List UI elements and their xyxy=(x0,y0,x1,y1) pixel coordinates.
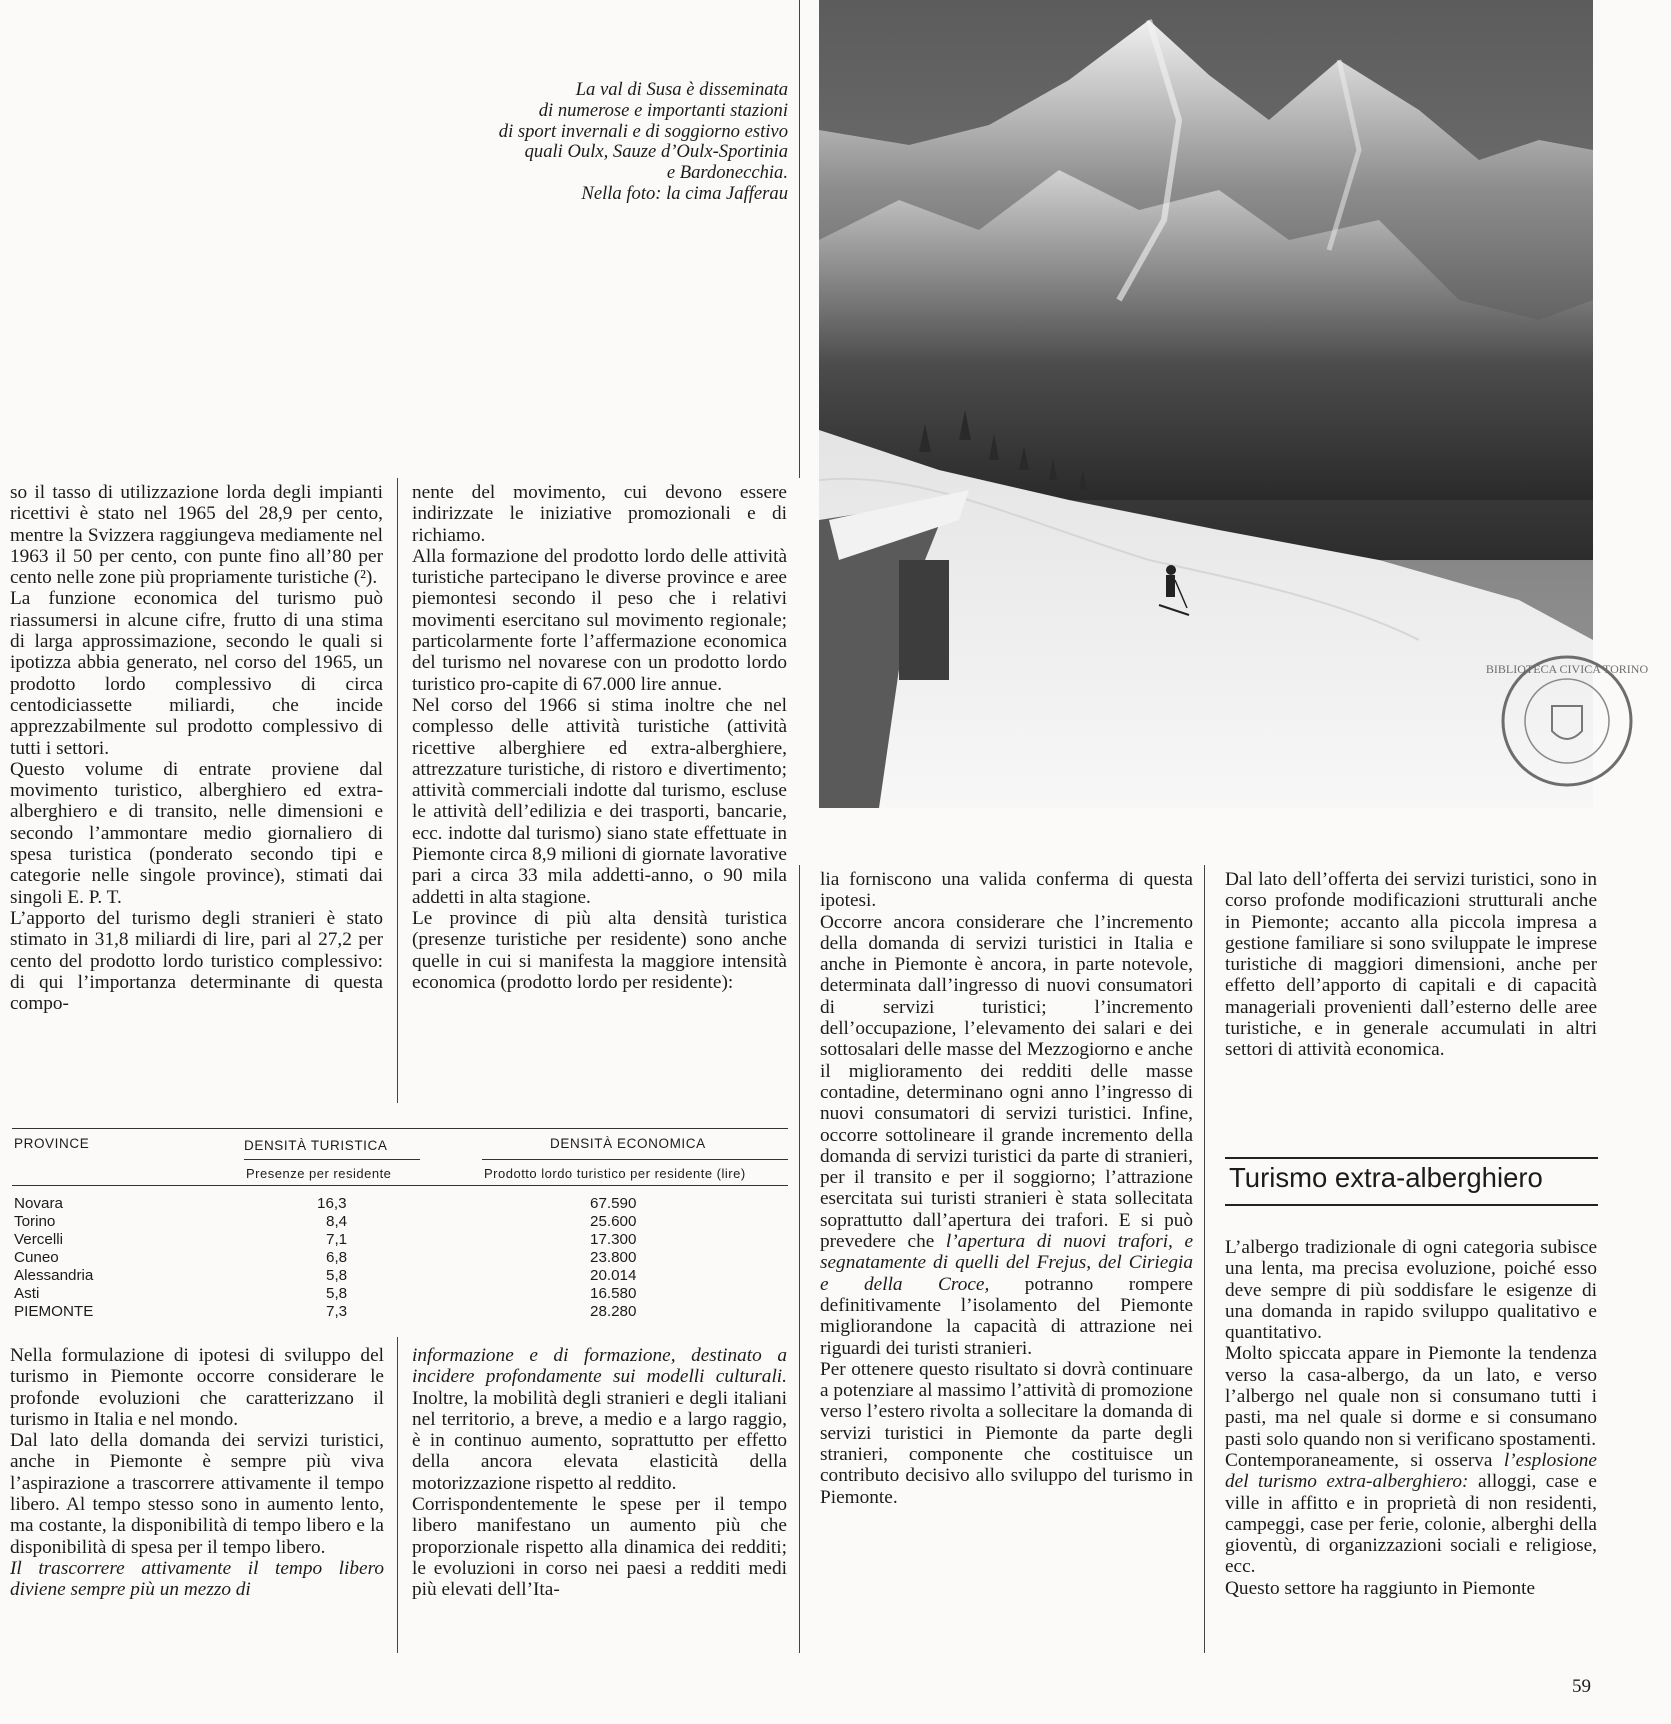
cell-tourist: 7,1 xyxy=(326,1231,348,1248)
column-rule xyxy=(397,478,398,1103)
cell-tourist: 7,3 xyxy=(326,1303,348,1320)
column-1-lower xyxy=(10,1345,384,1601)
italic-text: Il trascorrere attivamente il tempo libero diviene sempre più un mezzo di xyxy=(10,1557,384,1601)
cell-tourist: 16,3 xyxy=(317,1195,347,1212)
column-4-upper xyxy=(1225,869,1597,1061)
cell-tourist: 5,8 xyxy=(326,1267,348,1284)
paragraph: Alla formazione del prodotto lordo delle attività turistiche partecipano le diverse province e aree piemontesi secondo il peso che i relativi movimenti esercitano sul movimento regionale; particolarmente forte l’affermazione economica del turismo nel novarese con un prodotto lordo turistico pro-capite di 67.000 lire annue. xyxy=(412,545,787,695)
cell-tourist: 8,4 xyxy=(326,1213,348,1230)
table-row xyxy=(12,1195,788,1213)
paragraph: Nel corso del 1966 si stima inoltre che nel complesso delle attività turistiche (attività ricettive alberghiere ed extra-alberghiere, attrezzature turistiche, di ristoro e divertimento; attività commerciali indotte dal turismo, escluse le attività dell’edilizia e dei trasporti, bancarie, ecc. indotte dal turismo) siano state effettuate in Piemonte circa 8,9 milioni di giornate lavorative pari a circa 33 mila addetti-anno, o 90 mila addetti in alta stagione. xyxy=(412,694,787,908)
paragraph: Per ottenere questo risultato si dovrà continuare a potenziare al massimo l’attività di promozione verso l’estero rivolta a sollecitare la domanda di servizi turistici in Piemonte da parte degli stranieri, componente che costituisce un contributo decisivo allo sviluppo del turismo in Piemonte. xyxy=(820,1358,1193,1508)
header-density-tourist: DENSITÀ TURISTICA xyxy=(244,1138,388,1153)
paragraph: Questo volume di entrate proviene dal movimento turistico, alberghiero ed extra-alberghiero e di transito, nelle dimensioni e secondo l’ammontare medio giornaliero di spesa turistica (ponderato secondo tipi e categorie nelle singole province), stimati dai singoli E. P. T. xyxy=(10,758,383,908)
cell-economic: 28.280 xyxy=(590,1303,637,1320)
italic-text: l’apertura di nuovi trafori, e segnatamente di quelli del Frejus, del Ciriegia e della Croce, xyxy=(820,1231,1194,1295)
column-rule xyxy=(1204,865,1205,1653)
text-run: potranno rompere definitivamente l’isolamento del Piemonte migliorandone la capacità di attrazione nei riguardi dei turisti stranieri. xyxy=(820,1273,1193,1359)
section-rule-top xyxy=(1225,1157,1598,1159)
cell-economic: 23.800 xyxy=(590,1249,637,1266)
cell-economic: 16.580 xyxy=(590,1285,637,1302)
column-rule xyxy=(799,0,800,478)
mountain-photo xyxy=(819,0,1593,808)
italic-text: informazione e di formazione, destinato a incidere profondamente sui modelli culturali. xyxy=(412,1345,787,1388)
header-density-economic: DENSITÀ ECONOMICA xyxy=(550,1136,706,1151)
table-rule-mid-2 xyxy=(482,1159,788,1160)
table-rule-top xyxy=(12,1128,788,1129)
column-3 xyxy=(820,869,1193,1508)
subheader-economic: Prodotto lordo turistico per residente (lire) xyxy=(484,1166,746,1181)
cell-province: Vercelli xyxy=(14,1231,63,1248)
stamp-text: BIBLIOTECA CIVICA TORINO xyxy=(1485,662,1649,676)
mountain-photo-illustration xyxy=(819,0,1593,808)
column-4-lower xyxy=(1225,1237,1597,1599)
italic-text: l’esplosione del turismo extra-alberghiero: xyxy=(1225,1449,1597,1493)
paragraph: so il tasso di utilizzazione lorda degli impianti ricettivi è stato nel 1965 del 28,9 per cento, mentre la Svizzera raggiungeva mediamente nel 1963 il 50 per cento, con punte fino all’80 per cento nelle zone più propriamente turistiche (²). xyxy=(10,482,383,589)
caption-line: di numerose e importanti stazioni xyxy=(538,99,788,121)
photo-caption xyxy=(400,80,788,205)
paragraph: nente del movimento, cui devono essere indirizzate le iniziative promozionali e di richiamo. xyxy=(412,482,787,546)
table-row xyxy=(12,1231,788,1249)
cell-economic: 17.300 xyxy=(590,1231,637,1248)
column-rule xyxy=(799,1105,800,1653)
paragraph: Nella formulazione di ipotesi di sviluppo del turismo in Piemonte occorre considerare le profonde evoluzioni che caratterizzano il turismo in Italia e nel mondo. xyxy=(10,1345,384,1430)
cell-province: Torino xyxy=(14,1213,56,1230)
paragraph: Corrispondentemente le spese per il tempo libero manifestano un aumento più che proporzionale rispetto alla dinamica dei redditi; le evoluzioni in corso nei paesi a redditi medi più elevati dell’Ita- xyxy=(412,1494,787,1601)
caption-line: Nella foto: la cima Jafferau xyxy=(581,182,788,204)
text-run: Inoltre, la mobilità degli stranieri e degli italiani nel territorio, a breve, a medio e a largo raggio, è in continuo aumento, soprattutto per effetto della ancora elevata elasticità della motorizzazione rispetto al reddito. xyxy=(412,1387,787,1494)
cell-tourist: 5,8 xyxy=(326,1285,348,1302)
cell-province: Novara xyxy=(14,1195,63,1212)
table-row xyxy=(12,1285,788,1303)
paragraph: Molto spiccata appare in Piemonte la tendenza verso la casa-albergo, da un lato, e verso l’albergo nel quale non si consumano tutti i pasti, ma nel quale si dorme e si consumano pasti solo quando non si verificano spostamenti. xyxy=(1225,1343,1597,1450)
table-rule-bottom xyxy=(12,1185,788,1186)
cell-province: Asti xyxy=(14,1285,40,1302)
subheader-tourist: Presenze per residente xyxy=(246,1166,392,1181)
section-rule-bottom xyxy=(1225,1204,1598,1206)
paragraph: La funzione economica del turismo può riassumersi in alcune cifre, frutto di una stima di larga approssimazione, secondo le quali si ipotizza abbia generato, nel corso del 1965, un prodotto lordo complessivo di circa centodiciassette miliardi, che incide apprezzabilmente sul prodotto complessivo di tutti i settori. xyxy=(10,588,383,759)
paragraph xyxy=(1225,1450,1597,1578)
caption-line: La val di Susa è disseminata xyxy=(575,79,788,100)
page-number: 59 xyxy=(1572,1676,1591,1697)
paragraph: Le province di più alta densità turistica (presenze turistiche per residente) sono anche quelle in cui si manifesta la maggiore intensità economica (prodotto lordo per residente): xyxy=(412,907,787,993)
table-row xyxy=(12,1213,788,1231)
paragraph: Questo settore ha raggiunto in Piemonte xyxy=(1225,1577,1536,1599)
paragraph: L’apporto del turismo degli stranieri è stato stimato in 31,8 miliardi di lire, pari al 27,2 per cento del prodotto lordo turistico complessivo: di qui l’importanza determinante di questa compo- xyxy=(10,907,383,1015)
paragraph: Dal lato della domanda dei servizi turistici, anche in Piemonte è sempre più viva l’aspirazione a trascorrere attivamente il tempo libero. Al tempo stesso sono in aumento lento, ma costante, la disponibilità di tempo libero e la disponibilità di spesa per il tempo libero. xyxy=(10,1430,384,1558)
paragraph: lia forniscono una valida conferma di questa ipotesi. xyxy=(820,869,1193,912)
column-2-upper xyxy=(412,482,787,993)
paragraph xyxy=(10,1558,384,1601)
paragraph xyxy=(820,912,1193,1359)
caption-line: quali Oulx, Sauze d’Oulx-Sportinia xyxy=(524,141,788,163)
paragraph: L’albergo tradizionale di ogni categoria subisce una lenta, ma precisa evoluzione, poiché esso deve sempre di più soddisfare le esigenze di una domanda in rapido sviluppo qualitativo e quantitativo. xyxy=(1225,1237,1597,1344)
table-rule-mid-1 xyxy=(244,1159,420,1160)
cell-province: PIEMONTE xyxy=(14,1303,94,1320)
text-run: alloggi, case e ville in affitto e in proprietà di non residenti, campeggi, case per ferie, colonie, alberghi della gioventù, di organizzazioni sociali e religiose, ecc. xyxy=(1225,1471,1597,1578)
table-row xyxy=(12,1303,788,1321)
column-rule xyxy=(397,1337,398,1653)
cell-economic: 67.590 xyxy=(590,1195,637,1212)
column-1-upper xyxy=(10,482,383,1014)
cell-province: Alessandria xyxy=(14,1267,94,1284)
paragraph xyxy=(412,1345,787,1494)
caption-line: di sport invernali e di soggiorno estivo xyxy=(498,120,788,142)
cell-economic: 20.014 xyxy=(590,1267,637,1284)
table-row xyxy=(12,1267,788,1285)
table-row xyxy=(12,1249,788,1267)
column-2-lower xyxy=(412,1345,787,1601)
text-run: Occorre ancora considerare che l’incremento della domanda di servizi turistici in Italia e anche in Piemonte è ancora, in parte notevole, determinata dall’ingresso di nuovi consumatori di servizi turistici; l’incremento dell’occupazione, l’elevamento dei salari e dei sottosalari delle masse del Mezzogiorno e anche il miglioramento dei redditi delle masse contadine, determinano ogni anno l’ingresso di nuovi consumatori di servizi turistici. Infine, occorre sottolineare il grande incremento della domanda di servizi turistici da parte di stranieri, per il transito e per il soggiorno; l’attrazione esercitata sui turisti stranieri è stata sollecitata soprattutto dall’apertura dei trafori. E si può prevedere che xyxy=(820,911,1193,1253)
cell-economic: 25.600 xyxy=(590,1213,637,1230)
library-stamp xyxy=(1485,651,1649,791)
cell-tourist: 6,8 xyxy=(326,1249,348,1266)
column-rule xyxy=(799,865,800,1105)
caption-line: e Bardonecchia. xyxy=(666,162,788,184)
section-title: Turismo extra-alberghiero xyxy=(1229,1162,1543,1193)
cell-province: Cuneo xyxy=(14,1249,59,1266)
table-body xyxy=(12,1195,788,1321)
text-run: Contemporaneamente, si osserva xyxy=(1225,1449,1493,1471)
paragraph: Dal lato dell’offerta dei servizi turistici, sono in corso profonde modificazioni strutturali anche in Piemonte; accanto alla piccola impresa a gestione familiare si sono sviluppate le imprese turistiche di maggiori dimensioni, anche per effetto dell’apporto di capitali e di capacità manageriali provenienti dall’esterno delle aree turistiche, e in generale accumulati in altri settori di attività economica. xyxy=(1225,869,1597,1061)
header-province: PROVINCE xyxy=(14,1136,90,1151)
